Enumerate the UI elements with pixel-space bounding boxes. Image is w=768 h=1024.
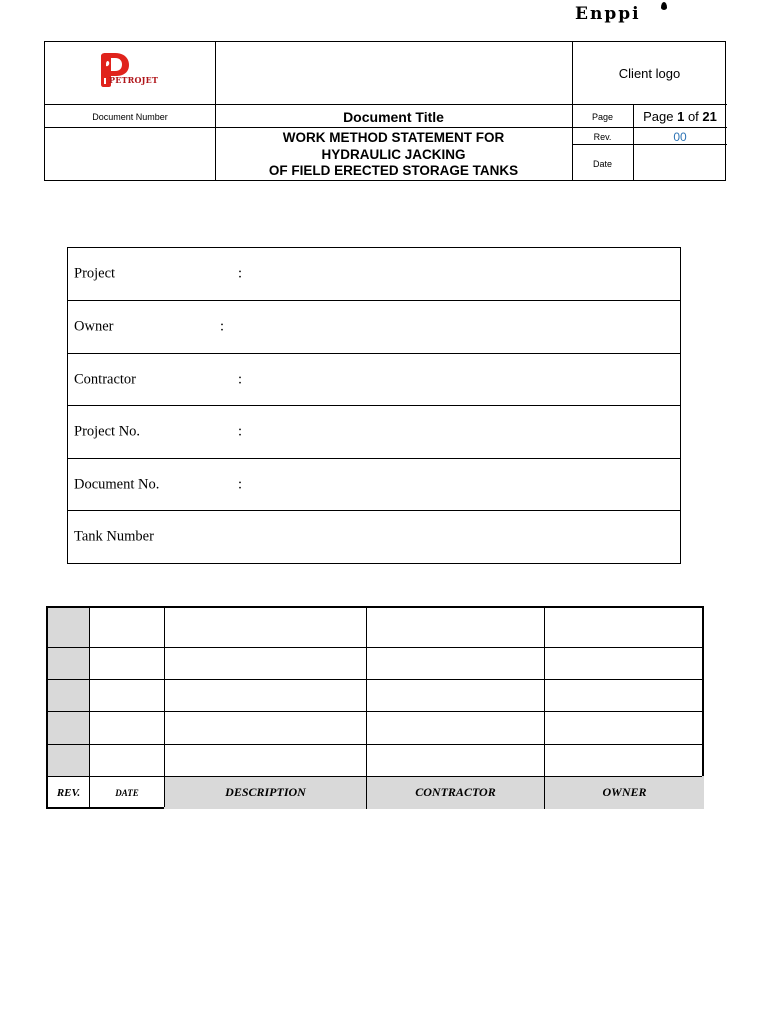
- description-header: DESCRIPTION: [225, 785, 306, 799]
- info-colon: :: [238, 371, 243, 387]
- table-row: [48, 647, 702, 648]
- table-row: [48, 679, 702, 680]
- page-indicator: [633, 105, 727, 128]
- rev-cell: [48, 648, 90, 679]
- page-label: Page: [591, 111, 614, 122]
- rev-cell: [48, 745, 90, 776]
- enppi-logo-text: Enppi: [575, 4, 641, 24]
- rev-header: REV.: [56, 786, 81, 799]
- page-total: 21: [702, 109, 717, 124]
- table-row: [48, 744, 702, 745]
- info-colon: :: [220, 318, 225, 335]
- document-title-line: WORK METHOD STATEMENT FOR: [282, 130, 505, 146]
- page-prefix: Page: [643, 109, 678, 124]
- project-info-box: [67, 247, 681, 564]
- info-label: Tank Number: [74, 528, 154, 545]
- info-colon: :: [238, 476, 243, 492]
- client-logo-placeholder: Client logo: [618, 65, 681, 81]
- info-row-document-no: [68, 459, 680, 511]
- page-current: 1: [677, 109, 685, 124]
- info-row-owner: [68, 301, 680, 354]
- table-row: [48, 711, 702, 712]
- revision-table: [46, 606, 704, 809]
- date-header: DATE: [115, 787, 139, 798]
- page-of: of: [684, 109, 703, 124]
- info-row-tank-number: [68, 511, 680, 563]
- info-label: Document No.: [74, 476, 160, 492]
- enppi-logo: [575, 2, 671, 26]
- contractor-header: CONTRACTOR: [415, 785, 496, 799]
- document-title-label: Document Title: [343, 108, 444, 125]
- info-label: Contractor: [74, 371, 137, 387]
- document-title-line: OF FIELD ERECTED STORAGE TANKS: [268, 163, 519, 179]
- info-label: Project: [74, 265, 116, 282]
- info-label: Owner: [74, 318, 114, 335]
- owner-header: OWNER: [602, 785, 647, 799]
- info-colon: :: [238, 265, 243, 282]
- document-header-table: [44, 41, 726, 181]
- info-colon: :: [238, 423, 243, 440]
- rev-cell: [48, 608, 90, 647]
- document-title-line: HYDRAULIC JACKING: [321, 146, 466, 162]
- info-label: Project No.: [74, 423, 141, 440]
- info-row-project-no: [68, 406, 680, 459]
- petrojet-logo-text: PETROJET: [109, 75, 159, 85]
- enppi-flame-icon: [661, 2, 667, 10]
- info-row-contractor: [68, 354, 680, 406]
- document-title: [215, 128, 572, 182]
- rev-cell: [48, 680, 90, 711]
- revision-label: Rev.: [593, 131, 612, 142]
- info-row-project: [68, 248, 680, 301]
- revision-value: 00: [673, 129, 687, 144]
- petrojet-logo: [45, 42, 215, 104]
- date-label: Date: [592, 158, 612, 169]
- rev-cell: [48, 712, 90, 744]
- document-number-label: Document Number: [92, 111, 168, 122]
